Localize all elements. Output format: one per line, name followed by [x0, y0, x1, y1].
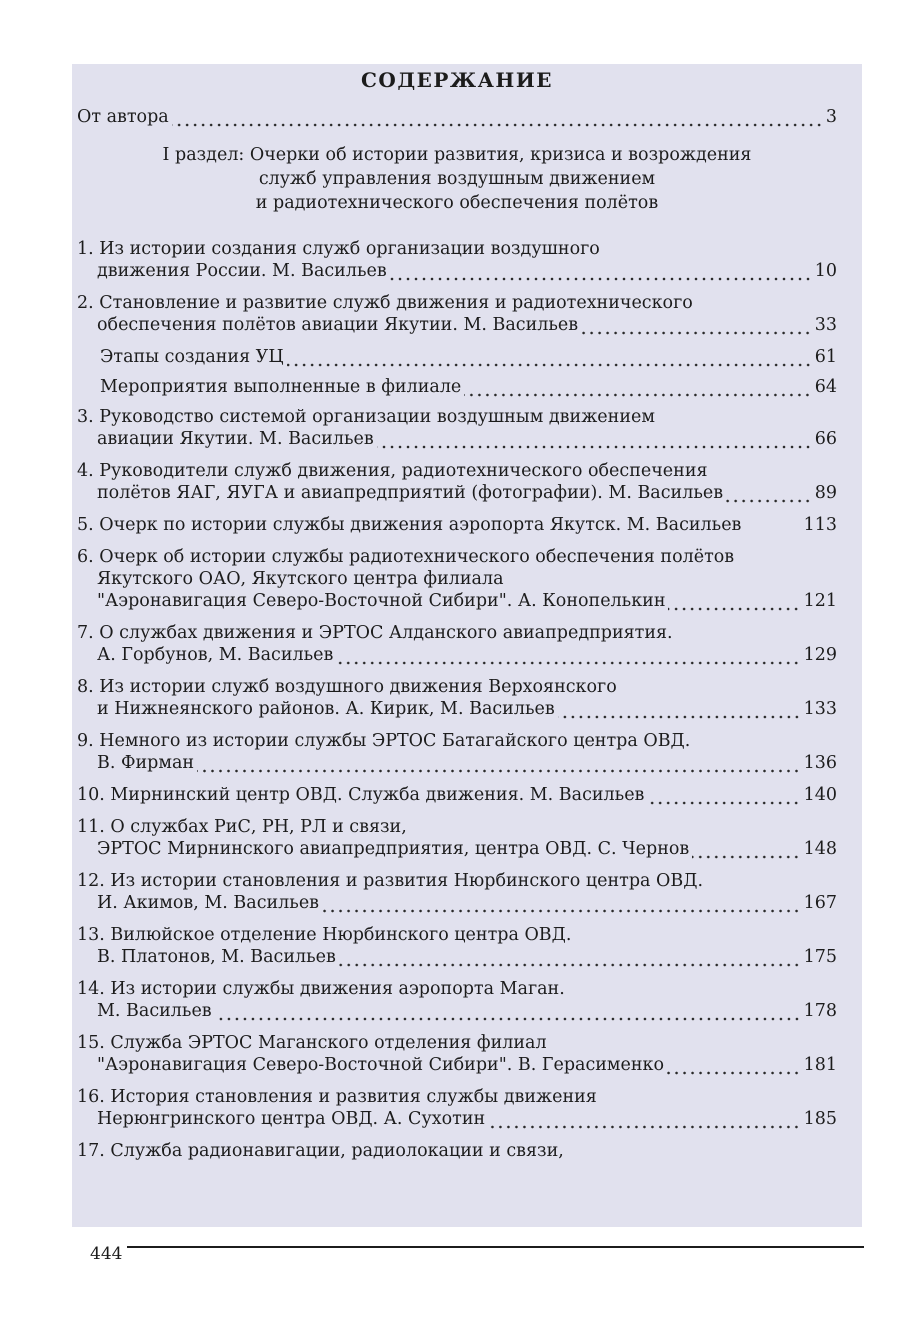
toc-entry-last-line	[77, 514, 837, 536]
toc-entry-line: 11. О службах РиС, РН, РЛ и связи,	[77, 817, 407, 837]
toc-entry-text: обеспечения полётов авиации Якутии. М. Васильев	[97, 315, 579, 335]
toc-entry-last-line	[77, 1000, 837, 1022]
toc-entry-text: движения России. М. Васильев	[97, 261, 387, 281]
toc-entry-text: "Аэронавигация Северо-Восточной Сибири". А. Конопелькин	[97, 591, 666, 611]
toc-entry-text: ЭРТОС Мирнинского авиапредприятия, центра ОВД. С. Чернов	[97, 839, 690, 859]
dot-leader	[667, 1054, 801, 1076]
toc-page-number: 148	[803, 839, 837, 859]
toc-entry[interactable]	[77, 406, 837, 450]
toc-entry-line: 3. Руководство системой организации воздушным движением	[77, 407, 655, 427]
toc-entry-line: 17. Служба радионавигации, радиолокации и связи,	[77, 1141, 564, 1161]
toc-entry-line: 8. Из истории служб воздушного движения Верхоянского	[77, 677, 617, 697]
dot-leader	[488, 1108, 800, 1130]
toc-entry-text: Мероприятия выполненные в филиале	[100, 377, 462, 397]
toc-entry-text: А. Горбунов, М. Васильев	[97, 645, 334, 665]
dot-leader	[197, 752, 801, 774]
dot-leader	[726, 482, 812, 504]
dot-leader	[668, 590, 800, 612]
toc-page-number: 3	[825, 107, 837, 127]
toc-entry-preface[interactable]	[77, 106, 837, 128]
toc-page-number: 129	[803, 645, 837, 665]
dot-leader	[647, 784, 800, 806]
toc-page-number: 121	[803, 591, 837, 611]
toc-page-number: 181	[803, 1055, 837, 1075]
toc-entry[interactable]	[77, 292, 837, 336]
toc-entry[interactable]	[77, 784, 837, 806]
dot-leader	[692, 838, 800, 860]
toc-page-number: 33	[814, 315, 837, 335]
dot-leader	[339, 946, 801, 968]
toc-entry-text: авиации Якутии. М. Васильев	[97, 429, 374, 449]
toc-entry-last-line	[77, 892, 837, 914]
toc-page-number: 133	[803, 699, 837, 719]
toc-entry-last-line	[100, 346, 837, 368]
toc-entry-last-line	[77, 314, 837, 336]
dot-leader	[215, 1000, 801, 1022]
toc-entry-text: "Аэронавигация Северо-Восточной Сибири". В. Герасименко	[97, 1055, 665, 1075]
toc-entry-text: В. Платонов, М. Васильев	[97, 947, 336, 967]
toc-page-number: 178	[803, 1001, 837, 1021]
toc-entry[interactable]	[77, 676, 837, 720]
toc-page-number: 140	[803, 785, 837, 805]
dot-leader	[390, 260, 812, 282]
dot-leader	[377, 428, 812, 450]
toc-entry-line: 15. Служба ЭРТОС Маганского отделения филиал	[77, 1033, 547, 1053]
section-heading	[77, 143, 837, 215]
toc-entry-text: И. Акимов, М. Васильев	[97, 893, 320, 913]
footer-rule	[127, 1246, 864, 1248]
toc-entry-last-line	[77, 946, 837, 968]
toc-page-number: 136	[803, 753, 837, 773]
toc-entry-last-line	[77, 1108, 837, 1130]
toc-entry-line: 14. Из истории службы движения аэропорта Маган.	[77, 979, 565, 999]
toc-entry-text: полётов ЯАГ, ЯУГА и авиапредприятий (фотографии). М. Васильев	[97, 483, 724, 503]
toc-page-number: 175	[803, 947, 837, 967]
toc-entry[interactable]	[77, 376, 837, 398]
toc-entry-last-line	[77, 260, 837, 282]
toc-entry-line: 2. Становление и развитие служб движения и радиотехнического	[77, 293, 693, 313]
toc-entry-line: 13. Вилюйское отделение Нюрбинского центра ОВД.	[77, 925, 572, 945]
toc-entry[interactable]	[77, 346, 837, 368]
toc-entry-line: 4. Руководители служб движения, радиотехнического обеспечения	[77, 461, 708, 481]
toc-entry-text: 5. Очерк по истории службы движения аэропорта Якутск. М. Васильев	[77, 515, 742, 535]
toc-page-number: 66	[814, 429, 837, 449]
page-title: СОДЕРЖАНИЕ	[361, 68, 553, 92]
toc-entry-line: 16. История становления и развития службы движения	[77, 1087, 597, 1107]
toc-page-number: 167	[803, 893, 837, 913]
toc-entry-last-line	[77, 1054, 837, 1076]
toc-entries	[77, 238, 837, 1162]
dot-leader	[322, 892, 801, 914]
toc-entry-line: 7. О службах движения и ЭРТОС Алданского авиапредприятия.	[77, 623, 673, 643]
toc-entry-text: Нерюнгринского центра ОВД. А. Сухотин	[97, 1109, 486, 1129]
toc-entry-text: М. Васильев	[97, 1001, 212, 1021]
toc-entry[interactable]	[77, 1140, 837, 1162]
dot-leader	[558, 698, 801, 720]
toc-page-number: 185	[803, 1109, 837, 1129]
dot-leader	[287, 346, 812, 368]
toc-entry[interactable]	[77, 1032, 837, 1076]
toc-page-number: 10	[814, 261, 837, 281]
toc-entry[interactable]	[77, 924, 837, 968]
toc-entry[interactable]	[77, 460, 837, 504]
toc-entry-line: 1. Из истории создания служб организации воздушного	[77, 239, 600, 259]
toc-entry-line: 6. Очерк об истории службы радиотехнического обеспечения полётов	[77, 547, 735, 567]
toc-entry-text: От автора	[77, 107, 169, 127]
toc-entry[interactable]	[77, 238, 837, 282]
toc-entry[interactable]	[77, 514, 837, 536]
toc-page-number: 61	[814, 347, 837, 367]
toc-entry[interactable]	[77, 546, 837, 612]
toc-entry-last-line	[77, 644, 837, 666]
dot-leader	[744, 514, 800, 536]
toc-entry[interactable]	[77, 730, 837, 774]
dot-leader	[581, 314, 812, 336]
page-number: 444	[90, 1244, 123, 1264]
toc-entry-text: Этапы создания УЦ	[100, 347, 284, 367]
dot-leader	[172, 106, 823, 128]
toc-entry[interactable]	[77, 816, 837, 860]
toc-entry-last-line	[77, 590, 837, 612]
toc-page-number: 89	[814, 483, 837, 503]
toc-entry-last-line	[77, 482, 837, 504]
toc-entry[interactable]	[77, 870, 837, 914]
toc-entry-last-line	[77, 698, 837, 720]
toc-entry-text: В. Фирман	[97, 753, 195, 773]
toc-entry-last-line	[100, 376, 837, 398]
toc-entry[interactable]	[77, 1086, 837, 1130]
toc-entry[interactable]	[77, 978, 837, 1022]
section-heading-line: служб управления воздушным движением	[258, 169, 656, 189]
toc-entry-last-line	[77, 428, 837, 450]
dot-leader	[464, 376, 811, 398]
table-of-contents	[77, 64, 837, 1172]
section-heading-line: и радиотехнического обеспечения полётов	[255, 193, 659, 213]
toc-entry-text: 10. Мирнинский центр ОВД. Служба движения. М. Васильев	[77, 785, 645, 805]
toc-entry-text: и Нижнеянского районов. А. Кирик, М. Васильев	[97, 699, 555, 719]
toc-page-number: 64	[814, 377, 837, 397]
toc-entry-line: Якутского ОАО, Якутского центра филиала	[97, 569, 504, 589]
toc-entry-last-line	[77, 784, 837, 806]
toc-entry-line: 12. Из истории становления и развития Нюрбинского центра ОВД.	[77, 871, 704, 891]
dot-leader	[336, 644, 800, 666]
toc-entry[interactable]	[77, 622, 837, 666]
toc-page-number: 113	[803, 515, 837, 535]
toc-entry-line: 9. Немного из истории службы ЭРТОС Батагайского центра ОВД.	[77, 731, 691, 751]
section-heading-line: I раздел: Очерки об истории развития, кризиса и возрождения	[162, 145, 752, 165]
toc-entry-last-line	[77, 752, 837, 774]
toc-entry-last-line	[77, 838, 837, 860]
